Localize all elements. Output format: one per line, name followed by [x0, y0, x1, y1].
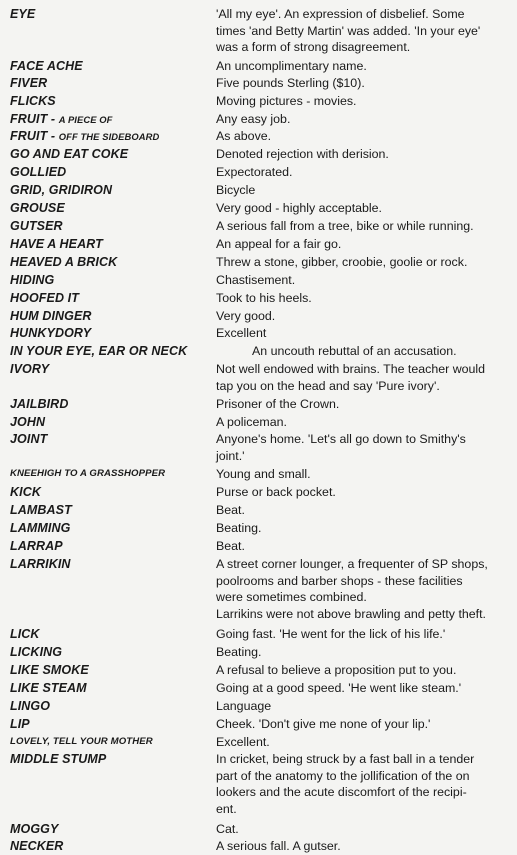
entry-definition: Cat. — [216, 822, 239, 836]
entry-term: FRUIT - OFF THE SIDEBOARD — [10, 129, 160, 143]
entry-term: LINGO — [10, 699, 51, 713]
entry-definition: Moving pictures - movies. — [216, 94, 357, 108]
entry-term: EYE — [10, 7, 36, 21]
entry-term: IN YOUR EYE, EAR OR NECK — [10, 344, 188, 358]
entry-definition: Very good - highly acceptable. — [216, 201, 383, 215]
entry-term: MOGGY — [10, 822, 59, 836]
entry-term: KNEEHIGH TO A GRASSHOPPER — [10, 468, 166, 479]
entry-definition: Purse or back pocket. — [216, 485, 336, 499]
entry-term: LIKE STEAM — [10, 681, 87, 695]
entry-definition: Denoted rejection with derision. — [216, 147, 389, 161]
entry-term: LOVELY, TELL YOUR MOTHER — [10, 736, 153, 747]
entry-term: JOHN — [10, 415, 46, 429]
entry-definition: Excellent — [216, 326, 267, 340]
entry-definition: Language — [216, 699, 272, 713]
entry-definition: A serious fall from a tree, bike or while running. — [216, 219, 474, 233]
entry-term: GUTSER — [10, 219, 63, 233]
entry-definition: Very good. — [216, 309, 276, 323]
entry-term: JAILBIRD — [10, 397, 69, 411]
entry-definition: Young and small. — [216, 467, 311, 481]
entry-definition: Beat. — [216, 539, 245, 553]
entry-term: GROUSE — [10, 201, 65, 215]
entry-definition: Any easy job. — [216, 112, 291, 126]
entry-definition: Took to his heels. — [216, 291, 312, 305]
entry-term: LAMMING — [10, 521, 71, 535]
entry-definition: Excellent. — [216, 735, 270, 749]
entry-term: GOLLIED — [10, 165, 67, 179]
entry-term: HUNKYDORY — [10, 326, 92, 340]
entry-term: FIVER — [10, 76, 48, 90]
entry-term: GRID, GRIDIRON — [10, 183, 113, 197]
entry-definition: 'All my eye'. An expression of disbelief. Some times 'and Betty Martin' was added. 'In your eye' was a form of strong disagreement. — [216, 7, 481, 55]
entry-term: HIDING — [10, 273, 55, 287]
entry-term: LICK — [10, 627, 40, 641]
entry-definition: A street corner lounger, a frequenter of SP shops, poolrooms and barber shops - these facilities were sometimes combined. Larrikins were not above brawling and petty theft. — [216, 557, 488, 621]
entry-term: GO AND EAT COKE — [10, 147, 129, 161]
entry-definition: Beat. — [216, 503, 245, 517]
entry-definition: Beating. — [216, 521, 262, 535]
entry-definition: Expectorated. — [216, 165, 293, 179]
entry-term: FLICKS — [10, 94, 56, 108]
entry-term: NECKER — [10, 839, 64, 853]
entry-definition: In cricket, being struck by a fast ball in a tender part of the anatomy to the jollification of the on lookers and the acute discomfort of the recipi- ent. — [216, 752, 475, 816]
entry-term: MIDDLE STUMP — [10, 752, 107, 766]
entry-term: LICKING — [10, 645, 63, 659]
entry-definition: Going at a good speed. 'He went like steam.' — [216, 681, 462, 695]
entry-definition: Going fast. 'He went for the lick of his life.' — [216, 627, 446, 641]
entry-term: KICK — [10, 485, 41, 499]
entry-definition: Prisoner of the Crown. — [216, 397, 340, 411]
entry-term: HOOFED IT — [10, 291, 79, 305]
entry-definition: A refusal to believe a proposition put to you. — [216, 663, 457, 677]
entry-definition: Five pounds Sterling ($10). — [216, 76, 365, 90]
entry-term: LARRAP — [10, 539, 63, 553]
entry-definition: A policeman. — [216, 415, 287, 429]
entry-definition: An uncouth rebuttal of an accusation. — [252, 344, 457, 358]
entry-term: LIP — [10, 717, 30, 731]
entry-term: LAMBAST — [10, 503, 72, 517]
entry-term: HAVE A HEART — [10, 237, 103, 251]
entry-definition: Beating. — [216, 645, 262, 659]
entry-term: IVORY — [10, 362, 50, 376]
entry-definition: An uncomplimentary name. — [216, 59, 367, 73]
entry-definition: An appeal for a fair go. — [216, 237, 342, 251]
entry-definition: Threw a stone, gibber, croobie, goolie or rock. — [216, 255, 468, 269]
entry-definition: Bicycle — [216, 183, 256, 197]
entry-term: JOINT — [10, 432, 48, 446]
entry-definition: Chastisement. — [216, 273, 296, 287]
entry-term: HUM DINGER — [10, 309, 92, 323]
entry-term: HEAVED A BRICK — [10, 255, 118, 269]
entry-term: LARRIKIN — [10, 557, 71, 571]
entry-term: FACE ACHE — [10, 59, 83, 73]
entry-term: LIKE SMOKE — [10, 663, 89, 677]
entry-definition: Cheek. 'Don't give me none of your lip.' — [216, 717, 431, 731]
entry-definition: Anyone's home. 'Let's all go down to Smithy's joint.' — [216, 432, 466, 463]
entry-definition: Not well endowed with brains. The teacher would tap you on the head and say 'Pure ivory'. — [216, 362, 486, 393]
entry-definition: A serious fall. A gutser. — [216, 839, 341, 853]
entry-definition: As above. — [216, 129, 272, 143]
entry-term: FRUIT - A PIECE OF — [10, 112, 113, 126]
